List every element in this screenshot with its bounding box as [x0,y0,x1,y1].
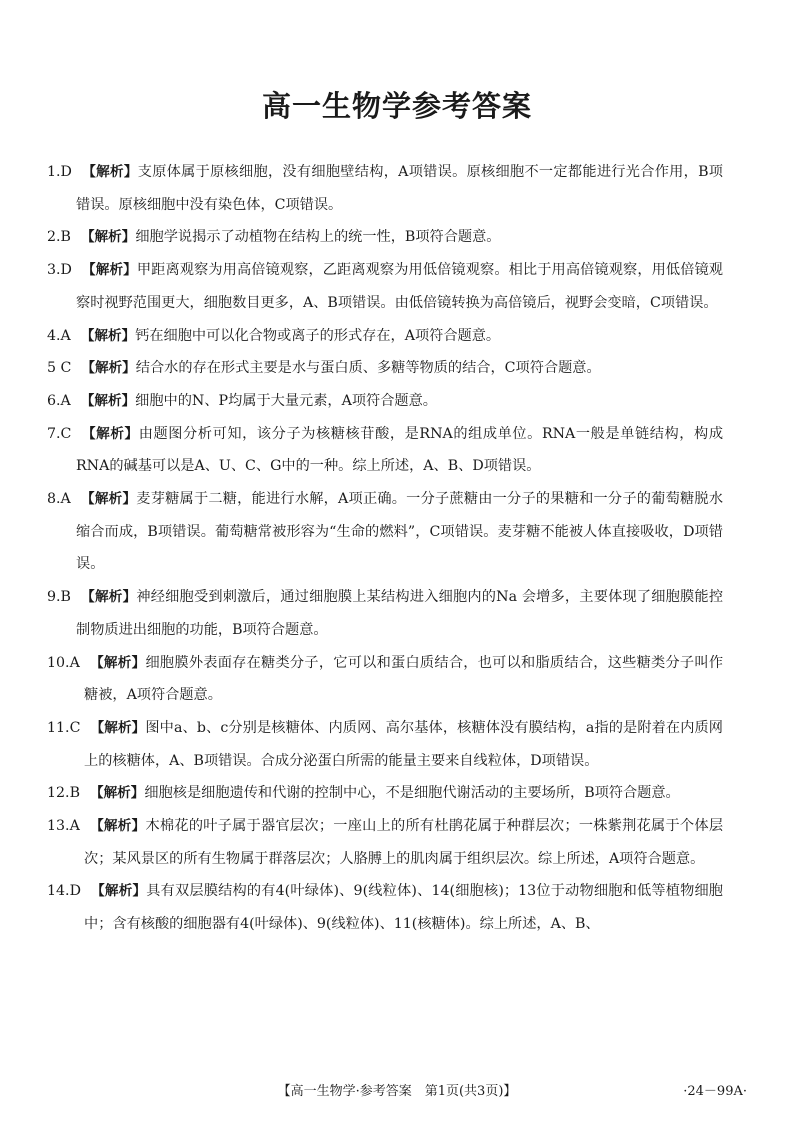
answer-explanation: 细胞中的N、P均属于大量元素，A项符合题意。 [135,392,437,409]
analysis-tag: 【解析】 [90,719,146,736]
analysis-tag: 【解析】 [81,164,138,180]
analysis-tag: 【解析】 [89,654,146,671]
answer-number: 5 C [47,360,72,377]
answer-number: 6.A [47,392,71,409]
answer-explanation: 细胞学说揭示了动植物在结构上的统一性，B项符合题意。 [135,229,501,246]
answer-explanation: 细胞核是细胞遗传和代谢的控制中心，不是细胞代谢活动的主要场所，B项符合题意。 [144,785,680,802]
analysis-tag: 【解析】 [90,883,147,900]
answer-item [47,418,723,483]
answer-explanation: 结合水的存在形式主要是水与蛋白质、多糖等物质的结合，C项符合题意。 [135,360,601,377]
answer-explanation: 甲距离观察为用高倍镜观察，乙距离观察为用低倍镜观察。相比于用高倍镜观察，用低倍镜观察时视野范围更大，细胞数目更多，A、B项错误。由低倍镜转换为高倍镜后，视野会变暗，C项错误。 [76,262,723,311]
answer-number: 11.C [47,719,81,736]
answer-number: 3.D [47,262,72,279]
answer-number: 8.A [47,491,71,508]
answer-number: 2.B [47,229,71,246]
answer-number: 12.B [47,785,80,802]
analysis-tag: 【解析】 [90,785,145,802]
analysis-tag: 【解析】 [81,360,136,377]
answer-number: 10.A [47,654,80,671]
answer-number: 4.A [47,327,71,344]
answer-number: 1.D [47,164,72,180]
analysis-tag: 【解析】 [80,327,136,344]
answer-item [47,352,723,385]
answer-explanation: 具有双层膜结构的有4(叶绿体)、9(线粒体)、14(细胞核)；13位于动物细胞和低等植物细胞中；含有核酸的细胞器有4(叶绿体)、9(线粒体)、11(核糖体)。综上所述，A、B、 [84,883,723,933]
answer-item [47,156,723,221]
answer-explanation: 神经细胞受到刺激后，通过细胞膜上某结构进入细胞内的Na 会增多，主要体现了细胞膜能控制物质进出细胞的功能，B项符合题意。 [76,589,724,638]
answer-item [47,712,723,777]
answer-explanation: 由题图分析可知，该分子为核糖核苷酸，是RNA的组成单位。RNA一般是单链结构，构成RNA的碱基可以是A、U、C、G中的一种。综上所述，A、B、D项错误。 [76,425,724,475]
footer-doc-code: ·24－99A· [683,1084,747,1099]
answer-explanation: 钙在细胞中可以化合物或离子的形式存在，A项符合题意。 [135,327,501,344]
answer-number: 7.C [47,425,72,442]
answer-number: 14.D [47,883,81,900]
analysis-tag: 【解析】 [80,589,137,606]
answer-item [47,875,723,940]
analysis-tag: 【解析】 [80,229,136,246]
analysis-tag: 【解析】 [80,392,136,409]
answer-item [47,483,723,581]
answer-item [47,221,723,254]
answer-explanation: 图中a、b、c分别是核糖体、内质网、高尔基体，核糖体没有膜结构，a指的是附着在内质网上的核糖体，A、B项错误。合成分泌蛋白所需的能量主要来自线粒体，D项错误。 [84,719,723,769]
page-footer [0,1080,794,1104]
analysis-tag: 【解析】 [80,491,137,508]
analysis-tag: 【解析】 [89,818,146,835]
answer-explanation: 支原体属于原核细胞，没有细胞壁结构，A项错误。原核细胞不一定都能进行光合作用，B项错误。原核细胞中没有染色体，C项错误。 [76,164,723,213]
answer-item [47,581,723,646]
answer-item [47,320,723,353]
answer-explanation: 麦芽糖属于二糖，能进行水解，A项正确。一分子蔗糖由一分子的果糖和一分子的葡萄糖脱水缩合而成，B项错误。葡萄糖常被形容为“生命的燃料”，C项错误。麦芽糖不能被人体直接吸收，D项错误。 [76,491,724,573]
answer-number: 13.A [47,818,80,835]
answer-item [47,385,723,418]
answer-list [47,156,723,941]
answer-explanation: 细胞膜外表面存在糖类分子，它可以和蛋白质结合，也可以和脂质结合，这些糖类分子叫作糖被，A项符合题意。 [84,654,724,704]
answer-item [47,777,723,810]
answer-number: 9.B [47,589,71,606]
answer-item [47,647,723,712]
answer-item [47,254,723,319]
page-title: 高一生物学参考答案 [261,89,532,123]
answer-explanation: 木棉花的叶子属于器官层次；一座山上的所有杜鹃花属于种群层次；一株紫荆花属于个体层次；某风景区的所有生物属于群落层次；人胳膊上的肌肉属于组织层次。综上所述，A项符合题意。 [84,818,724,867]
analysis-tag: 【解析】 [81,262,137,279]
answer-item [47,810,723,875]
footer-page-info: 【高一生物学·参考答案 第1页(共3页)】 [277,1084,517,1099]
analysis-tag: 【解析】 [81,425,139,442]
